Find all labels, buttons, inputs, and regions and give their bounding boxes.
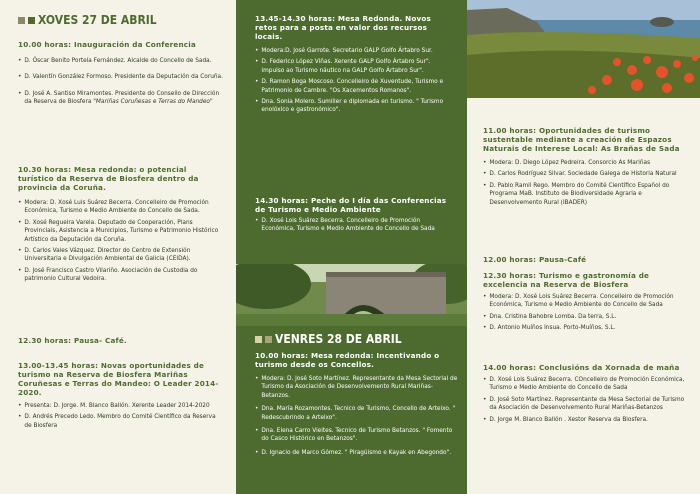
item-text: Presenta: D. Jorge. M. Blanco Ballón. Xerente Leader 2014-2020	[24, 403, 210, 409]
bullet-icon: •	[483, 160, 487, 166]
session-title: 12.30 horas: Turismo e gastronomía de excelencia na Reserva de Biosfera	[483, 271, 650, 289]
list-item	[18, 90, 224, 107]
bullet-icon: •	[255, 449, 259, 456]
bullet-icon: •	[18, 58, 22, 64]
session-round-table-2	[255, 14, 455, 115]
bullet-icon: •	[18, 414, 22, 421]
item-text: D. Xosé Lois Suárez Becerra. Concelleiro de Promoción Económica, Turismo e Medio Ambiente do Concello de Sada	[261, 218, 435, 233]
item-text: D. Carlos Vales Vázquez. Director do Centro de Extensión Universitaria e Divulgación Ambiental de Galicia (CEIDA).	[24, 247, 191, 263]
item-text: D. Ramon Boga Moscoso. Concelleiro de Xuventude, Turismo e Patrimonio de Cambre. "Os Xacementos Romanos".	[261, 79, 444, 94]
session-title: 14.30 horas: Peche do I día das Conferencias de Turismo e Medio Ambiente	[255, 196, 447, 214]
session-closing-day1	[255, 196, 455, 234]
session-round-table-1	[18, 165, 224, 284]
item-text: D. Carlos Rodríguez Silvar. Sociedade Galega de Historia Natural	[489, 171, 677, 178]
session-coffee-break-1	[18, 336, 224, 345]
day-heading-friday	[255, 332, 402, 346]
item-text: D. Pablo Ramil Rego. Membro do Comité Científico Español do Programa MaB. Instituto de Biodiversidade Agraria e Desenvolvemento Rural (IBADER)	[489, 182, 670, 206]
item-italic-text: "Mariñas Coruñesas e Terras do Mandeo"	[93, 99, 213, 106]
square-bullet-icon	[255, 336, 262, 343]
session-inauguration	[18, 40, 224, 107]
item-text: Dna. Sonia Molero. Sumiller e diplomada en turismo. " Turismo enolóxico e gastronómico".	[261, 98, 444, 114]
session-title: 13.00-13.45 horas: Novas oportunidades de turismo na Reserva de Biosfera Mariñas Coruñesas e Terras do Mandeo: O Leader 2014-2020.	[18, 361, 219, 397]
bullet-icon: •	[18, 200, 22, 206]
bullet-icon: •	[255, 406, 259, 413]
bullet-icon: •	[483, 377, 487, 383]
item-text: D. Andrés Precedo Ledo. Membro do Comité Científico da Reserva de Biosfera	[24, 414, 216, 429]
bullet-icon: •	[255, 376, 259, 382]
list-item	[255, 217, 455, 234]
left-column	[0, 0, 236, 494]
list-item	[483, 396, 690, 413]
bullet-icon: •	[255, 79, 259, 86]
bullet-icon: •	[255, 98, 259, 105]
item-text: D. Antonio Muíños Insua. Porto-Muíños, S.L.	[489, 325, 616, 332]
bullet-icon: •	[483, 313, 487, 320]
session-title: 12.00 horas: Pausa-Café	[483, 255, 587, 264]
day-heading-text: XOVES 27 DE ABRIL	[38, 13, 157, 27]
bridge-photo	[236, 264, 467, 326]
bridge-illustration	[236, 264, 467, 326]
item-text: Dna. Cristina Bahobre Lomba. Da terra, S.L.	[489, 313, 617, 320]
session-title: 10.30 horas: Mesa redonda: o potencial turístico da Reserva de Biosfera dentro da provincia da Coruña.	[18, 165, 199, 192]
bullet-icon: •	[483, 325, 487, 332]
list-item	[18, 219, 224, 244]
item-text: Modera: D. Xosé Luis Suárez Becerra. Concelleiro de Promoción Económica, Turismo e Medio Ambiente do Concello de Sada.	[24, 200, 209, 215]
item-text: D. Federico López Viñas. Xerente GALP Golfo Ártabro Sur". Impulso ao Turismo náutico na GALP Golfo Ártabro Sur".	[261, 59, 431, 74]
session-title: 14.00 horas: Conclusións da Xornada de maña	[483, 363, 680, 372]
bullet-icon: •	[18, 267, 22, 274]
bullet-icon: •	[18, 403, 22, 409]
session-conclusions	[483, 363, 690, 424]
list-item	[18, 402, 224, 410]
list-item	[255, 449, 460, 457]
item-text: Dna. Elena Carro Vieites. Tecnico de Turismo Betanzos. " Fomento do Casco Histórico en Betanzos".	[261, 427, 453, 443]
list-item	[18, 413, 224, 430]
item-text: Modera: D. José Soto Martínez. Representante da Mesa Sectorial de Turismo da Asociación de Desenvolvemento Rural Mariñas-Betanzos.	[261, 376, 458, 399]
list-item	[483, 313, 690, 321]
day-heading-text: VENRES 28 DE ABRIL	[275, 332, 402, 346]
item-text: Modera: D. Diego López Pedreira. Consorcio As Mariñas	[489, 160, 651, 166]
day-heading-thursday	[18, 13, 157, 27]
list-item	[18, 199, 224, 216]
list-item	[483, 159, 690, 167]
session-natural-spaces	[483, 126, 690, 207]
coast-illustration	[467, 0, 700, 98]
session-title: 11.00 horas: Oportunidades de turismo sustentable mediante a creación de Espazos Naturais de Interese Local: As Brañas de Sada	[483, 126, 680, 153]
session-title: 10.00 horas: Mesa redonda: Incentivando o turismo desde os Concellos.	[255, 351, 440, 369]
list-item	[255, 47, 455, 55]
list-item	[255, 98, 455, 115]
bullet-icon: •	[483, 171, 487, 178]
list-item	[255, 58, 455, 75]
list-item	[255, 375, 460, 400]
list-item	[483, 324, 690, 332]
list-item	[483, 376, 690, 393]
bullet-icon: •	[18, 74, 22, 81]
session-leader	[18, 361, 224, 430]
square-bullet-icon	[18, 17, 25, 24]
item-text: D. Ignacio de Marco Gómez. " Piragüismo e Kayak en Abegondo".	[261, 449, 452, 456]
coast-photo	[467, 0, 700, 98]
list-item	[255, 78, 455, 95]
list-item	[18, 247, 224, 264]
session-title: 12.30 horas: Pausa- Café.	[18, 336, 127, 345]
bullet-icon: •	[483, 182, 487, 189]
session-title: 13.45-14.30 horas: Mesa Redonda. Novos retos para a posta en valor dos recursos locais.	[255, 14, 432, 41]
bullet-icon: •	[483, 294, 487, 300]
bullet-icon: •	[483, 396, 487, 403]
bullet-icon: •	[255, 59, 259, 66]
bullet-icon: •	[255, 218, 259, 224]
list-item	[483, 293, 690, 310]
list-item	[483, 170, 690, 178]
list-item	[18, 73, 224, 81]
list-item	[18, 267, 224, 284]
bullet-icon: •	[18, 219, 22, 226]
session-gastronomy	[483, 271, 690, 333]
item-text: Modera:D. José Garrote. Secretario GALP Golfo Ártabro Sur.	[261, 48, 433, 54]
square-bullet-icon	[28, 17, 35, 24]
item-text: D. Xosé Lois Suárez Becerra. COncelleiro de Promoción Económica, Turismo e Medio Ambiente do Concello de Sada	[489, 377, 685, 392]
item-text: D. Valentín González Formoso. Presidente da Deputación da Coruña.	[24, 74, 223, 81]
bullet-icon: •	[18, 247, 22, 254]
item-text: D. Óscar Benito Portela Fernández. Alcalde do Concello de Sada.	[24, 58, 212, 64]
item-text: Dna. María Rozamontes. Tecnico de Turismo, Concello de Arteixo. " Redescubrindo a Arteixo".	[261, 406, 456, 421]
bullet-icon: •	[18, 90, 22, 97]
bullet-icon: •	[255, 427, 259, 434]
list-item	[255, 427, 460, 444]
bullet-icon: •	[483, 416, 487, 423]
item-text: Modera: D. Xosé Lois Suárez Becerra. Concelleiro de Promoción Económica, Turismo e Medio Ambiente do Concello de Sada	[489, 294, 674, 309]
item-text: D. José Francisco Castro Vilariño. Asociación de Custodia do patrimonio Cultural Vedoira.	[24, 267, 198, 283]
item-text: D. José Soto Martínez. Representante da Mesa Sectorial de Turismo da Asociación de Desenvolvemento Rural Mariñas-Betanzos	[489, 396, 685, 412]
session-title: 10.00 horas: Inauguración da Conferencia	[18, 40, 196, 49]
list-item	[255, 405, 460, 422]
square-bullet-icon	[265, 336, 272, 343]
item-text: D. Jorge M. Blanco Ballón . Xestor Reserva da Biosfera.	[489, 416, 648, 423]
bullet-icon: •	[255, 48, 259, 54]
list-item	[483, 182, 690, 207]
item-text: D. Xosé Regueira Varela. Deputado de Cooperación, Plans Provinciais, Asistencia a Municipios, Turismo e Patrimonio Histórico Artístico da Deputación da Coruña.	[24, 219, 219, 243]
list-item	[483, 416, 690, 424]
session-coffee-break-2	[483, 255, 690, 264]
session-round-table-3	[255, 351, 460, 457]
item-text: D. José A. Santiso Miramontes. Presidente do Consello de Dirección da Reserva de Biosfera	[24, 90, 220, 106]
list-item	[18, 57, 224, 65]
